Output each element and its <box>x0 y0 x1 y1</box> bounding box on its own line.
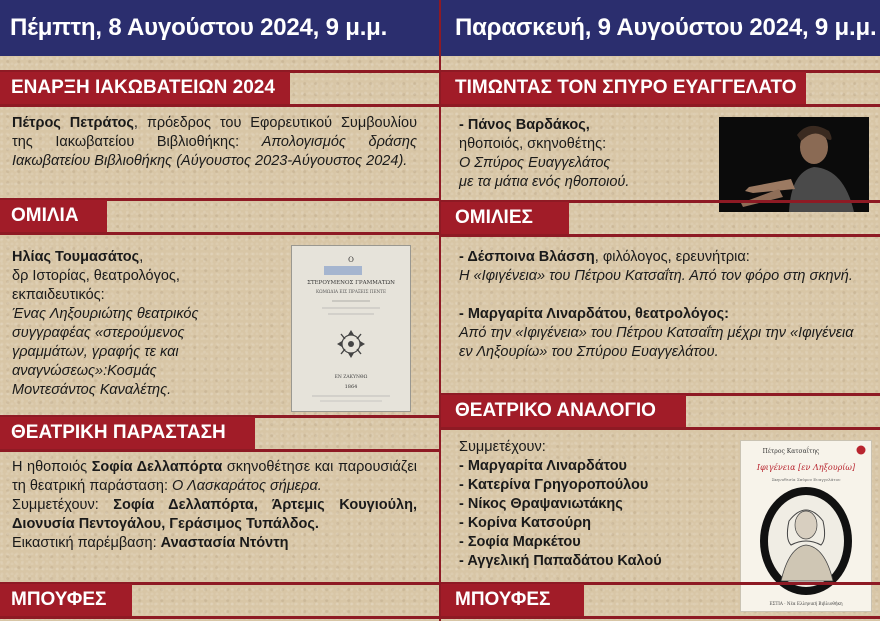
lecture-topic: γραμμάτων, γραφής τε και <box>12 344 179 360</box>
participant-name: - Κατερίνα Γρηγοροπούλου <box>459 477 649 493</box>
participant-name: - Μαργαρίτα Λιναρδάτου <box>459 458 627 474</box>
book-line: ΚΩΜΩΔΙΑ ΕΙΣ ΠΡΑΞΕΙΣ ΠΕΝΤΕ <box>315 289 387 294</box>
section-title-lecture: ΟΜΙΛΙΑ <box>0 200 107 232</box>
speaker-name: - Πάνος Βαρδάκος, <box>459 117 590 133</box>
text-fragment: Η ηθοποιός <box>12 459 92 475</box>
cover-subtitle: Σκηνοθεσία Σπύρου Ευαγγελάτου <box>771 477 841 482</box>
section-band <box>441 234 880 237</box>
book-title-page-image <box>291 245 411 412</box>
speaker-role: ηθοποιός, σκηνοθέτης: <box>459 136 607 152</box>
performance-text <box>12 458 417 553</box>
play-title: Ο Λασκαράτος σήμερα. <box>172 478 322 494</box>
lecture-topic: Η «Ιφιγένεια» του Πέτρου Κατσαΐτη. Από τον φόρο στη σκηνή. <box>459 268 853 284</box>
lecture-text: Ηλίας Τουμασάτος, δρ Ιστορίας, θεατρολόγος, εκπαιδευτικός: Ένας Ληξουριώτης θεατρικός συγγραφέας «στερούμενος γραμμάτων, γραφής τε και αναγνώσεως»:Κοσμάς Μοντεσάντος Καναλέτης. <box>12 248 282 400</box>
speaker-role: δρ Ιστορίας, θεατρολόγος, <box>12 268 180 284</box>
book-line: ΣΤΕΡΟΥΜΕΝΟΣ ΓΡΑΜΜΑΤΩΝ <box>307 280 395 286</box>
director-name: Σοφία Δελλαπόρτα <box>91 459 223 475</box>
lectures-text <box>459 248 869 362</box>
section-band <box>441 427 880 430</box>
section-band <box>441 104 880 107</box>
opening-text <box>12 114 417 171</box>
section-title-opening: ΕΝΑΡΞΗ ΙΑΚΩΒΑΤΕΙΩΝ 2024 <box>0 72 290 104</box>
section-title-buffet: ΜΠΟΥΦΕΣ <box>441 584 584 616</box>
book-line: ΕΝ ΖΑΚΥΝΘΩ <box>334 375 368 380</box>
lecture-topic: αναγνώσεως»:Κοσμάς <box>12 363 157 379</box>
lecture-topic: συγγραφέας «στερούμενος <box>12 325 185 341</box>
participant-name: - Κορίνα Κατσούρη <box>459 515 592 531</box>
right-date-header: Παρασκευή, 9 Αυγούστου 2024, 9 μ.μ. <box>441 0 880 56</box>
text-fragment: Εικαστική παρέμβαση: <box>12 535 161 551</box>
section-title-performance: ΘΕΑΤΡΙΚΗ ΠΑΡΑΣΤΑΣΗ <box>0 417 255 449</box>
participants-intro: Συμμετέχουν: <box>459 439 546 455</box>
speaker-role: εκπαιδευτικός: <box>12 287 105 303</box>
section-band <box>0 232 439 235</box>
participant-name: - Νίκος Θραψανιωτάκης <box>459 496 623 512</box>
section-title-buffet: ΜΠΟΥΦΕΣ <box>0 584 132 616</box>
cover-author: Πέτρος Κατσαΐτης <box>762 448 820 455</box>
section-title-lectures: ΟΜΙΛΙΕΣ <box>441 202 569 234</box>
lecture-topic: Μοντεσάντος Καναλέτης. <box>12 382 172 398</box>
section-title-tribute: ΤΙΜΩΝΤΑΣ ΤΟΝ ΣΠΥΡΟ ΕΥΑΓΓΕΛΑΤΟ <box>441 72 806 104</box>
speech-topic: Απολογισμός δράσης Ιακωβατείου Βιβλιοθήκης (Αύγουστος 2023-Αύγουστος 2024). <box>12 134 417 169</box>
text-fragment: Συμμετέχουν: <box>12 497 114 513</box>
section-band <box>0 104 439 107</box>
left-date-header: Πέμπτη, 8 Αυγούστου 2024, 9 μ.μ. <box>0 0 439 56</box>
speaker-name: Ηλίας Τουμασάτος <box>12 249 140 265</box>
section-band <box>0 449 439 452</box>
participant-name: - Σοφία Μαρκέτου <box>459 534 581 550</box>
section-title-reading: ΘΕΑΤΡΙΚΟ ΑΝΑΛΟΓΙΟ <box>441 395 686 427</box>
lecture-topic: Ένας Ληξουριώτης θεατρικός <box>12 306 199 322</box>
artist-name: Αναστασία Ντόντη <box>160 535 289 551</box>
speaker-role: , πρόεδρος του Εφορευτικού Συμβουλίου της Ιακωβατείου Βιβλιοθήκης: <box>12 115 418 150</box>
speaker-name: - Μαργαρίτα Λιναρδάτου, θεατρολόγος: <box>459 306 730 322</box>
reading-text <box>459 438 729 571</box>
book-line: Ο <box>348 256 354 264</box>
speaker-role: , φιλόλογος, ερευνήτρια: <box>594 249 750 265</box>
cast-names: Σοφία Δελλαπόρτα, Άρτεμις Κουγιούλη, Διονυσία Πεντογάλου, Γεράσιμος Τυπάλδος. <box>12 497 418 532</box>
book-cover-image <box>740 440 872 612</box>
lecture-topic: Από την «Ιφιγένεια» του Πέτρου Κατσαΐτη μέχρι την «Ιφιγένεια εν Ληξουρίω» του Σπύρου Ευαγγελάτου. <box>459 325 854 360</box>
section-band <box>441 616 880 619</box>
section-band <box>0 616 439 619</box>
speech-topic: με τα μάτια ενός ηθοποιού. <box>459 174 630 190</box>
speech-topic: Ο Σπύρος Ευαγγελάτος <box>459 155 611 171</box>
tribute-text <box>459 116 709 192</box>
cover-title: Ιφιγένεια [εν Ληξουρίω] <box>756 463 856 472</box>
speaker-photo <box>719 117 869 212</box>
book-line: 1864 <box>344 384 358 390</box>
cover-publisher: ΕΣΤΙΑ · Νέα Ελληνική Βιβλιοθήκη <box>769 601 843 606</box>
speaker-name: Πέτρος Πετράτος <box>12 115 134 131</box>
participant-name: - Αγγελική Παπαδάτου Καλού <box>459 553 662 569</box>
speaker-name: - Δέσποινα Βλάσση <box>459 249 595 265</box>
text-fragment: σκηνοθέτησε και παρουσιάζει τη θεατρική παράσταση: <box>12 459 418 494</box>
